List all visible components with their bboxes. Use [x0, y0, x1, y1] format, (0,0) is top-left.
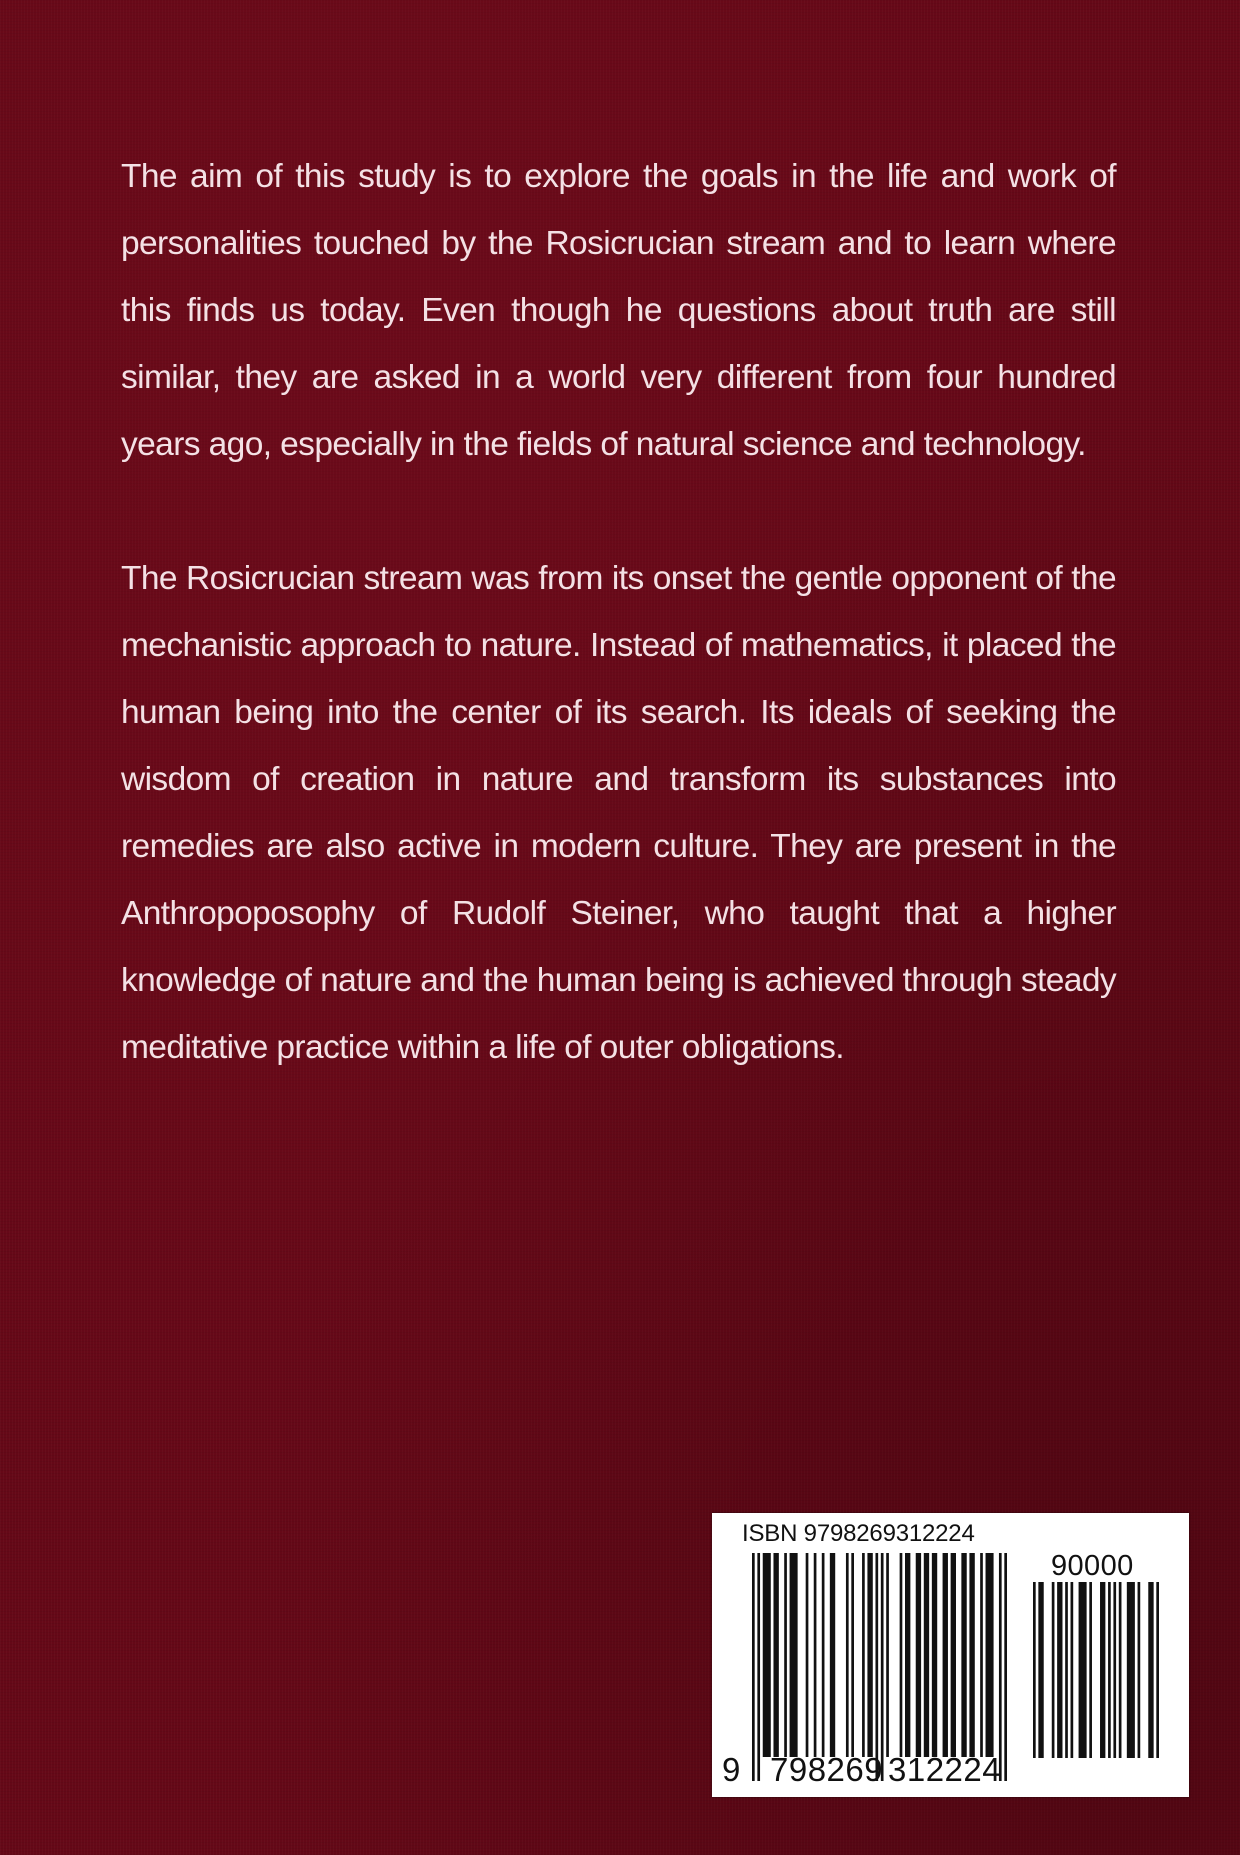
blurb-paragraph-1: The aim of this study is to explore the goals in the life and work of personalities touched by the Rosicrucian stream and to learn where this finds us today. Even though he questions about truth are still similar, they are asked in a world very different from four hundred years ago, especially in the fields of natural science and technology.	[121, 158, 1116, 463]
ean13-barcode-bars	[752, 1553, 1007, 1781]
barcode-right-digits: 312224	[888, 1751, 1002, 1788]
back-cover-blurb	[121, 143, 1116, 1081]
barcode-first-digit: 9	[722, 1751, 741, 1788]
barcode-left-digits: 798269	[770, 1751, 884, 1788]
addon-price-code: 90000	[1051, 1550, 1134, 1582]
isbn-number-label: ISBN 9798269312224	[742, 1520, 975, 1547]
isbn-barcode-label	[712, 1513, 1189, 1797]
blurb-paragraph-2: The Rosicrucian stream was from its onset the gentle opponent of the mechanistic approach to nature. Instead of mathematics, it placed the human being into the center of its search. Its ideals of seeking the wisdom of creation in nature and transform its substances into remedies are also active in modern culture. They are present in the Anthropoposophy of Rudolf Steiner, who taught that a higher knowledge of nature and the human being is achieved through steady meditative practice within a life of outer obligations.	[121, 560, 1116, 1066]
barcode-bars-svg	[752, 1553, 1007, 1781]
barcode-bars-svg	[1033, 1582, 1159, 1758]
ean5-addon-barcode-bars	[1033, 1582, 1159, 1758]
